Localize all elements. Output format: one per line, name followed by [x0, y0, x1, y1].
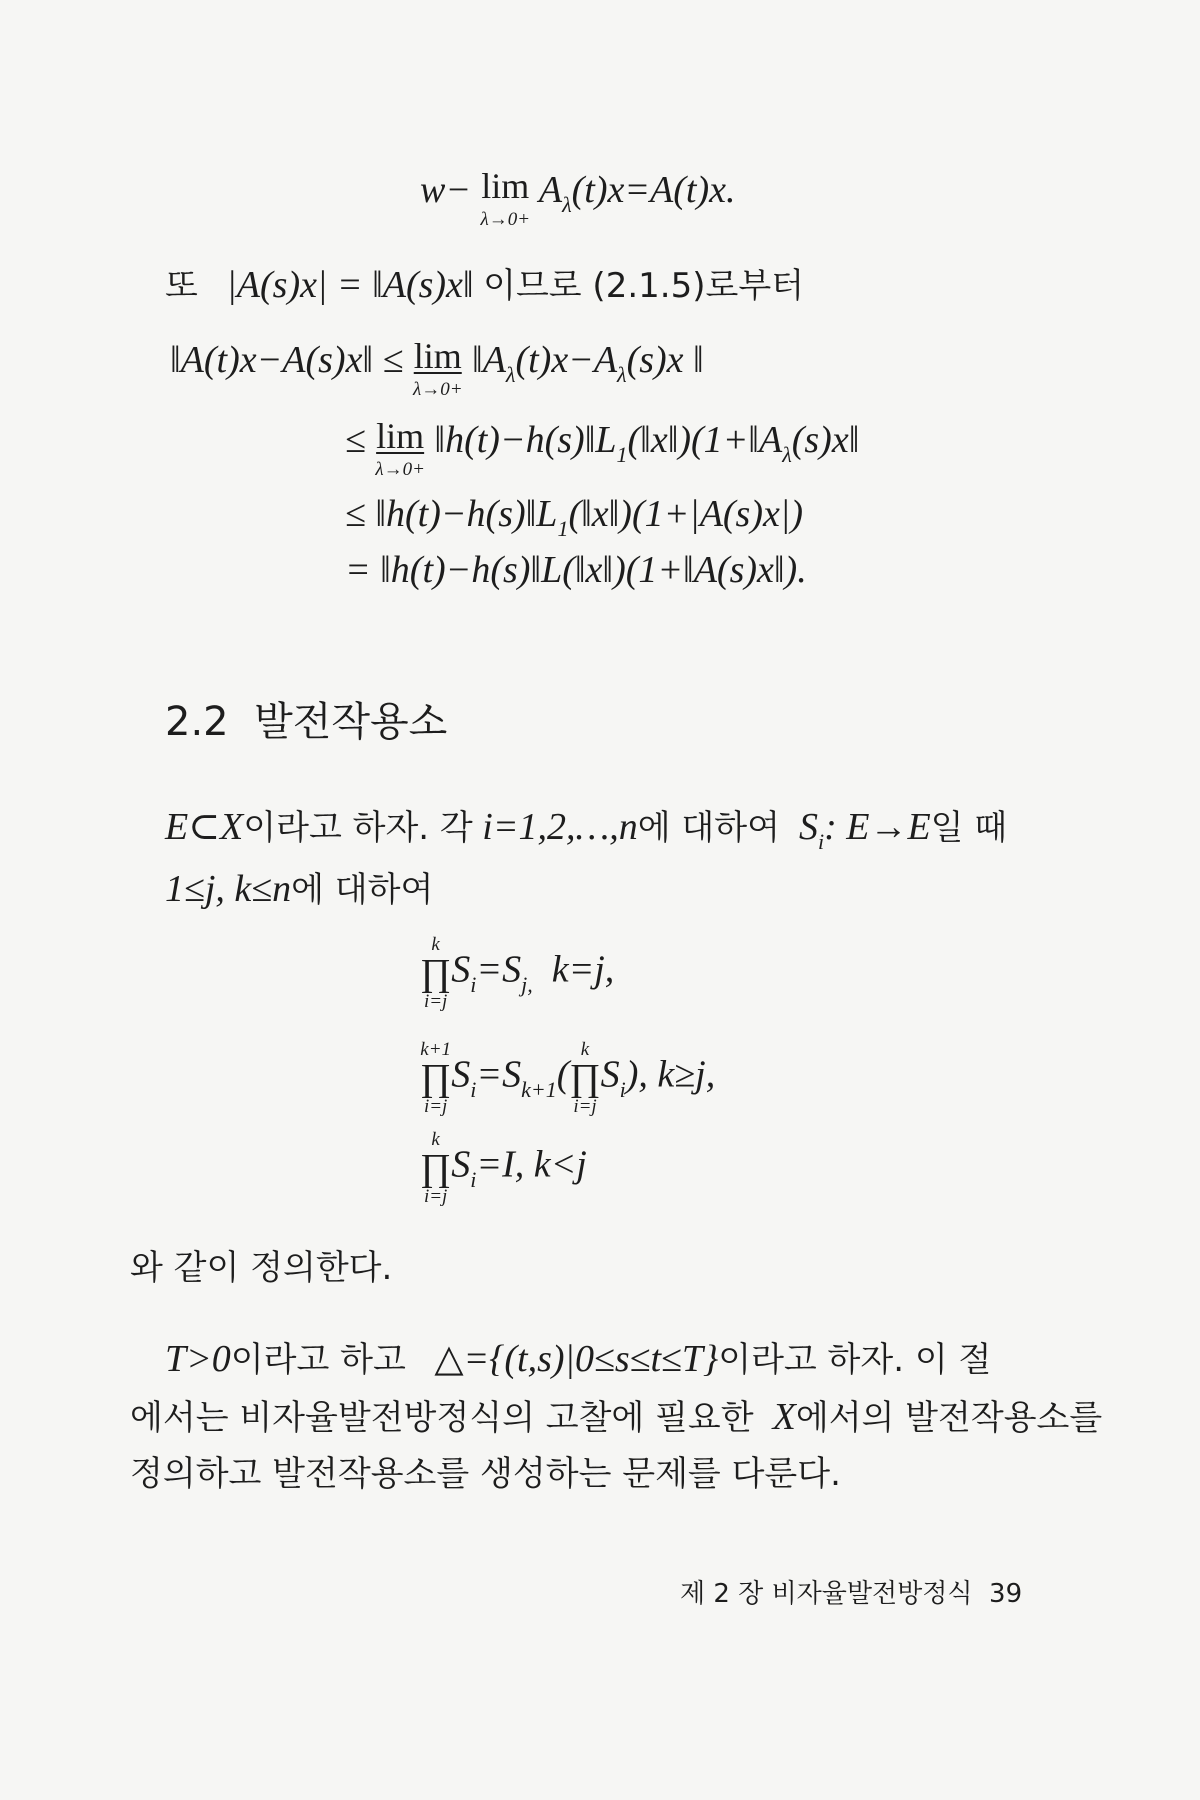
ineq3-b: (‖x‖)(1+|A(s)x|)	[568, 493, 803, 535]
line-define: 와 같이 정의한다.	[130, 1248, 393, 1288]
eq-body-sub: λ	[562, 192, 572, 217]
line-also	[165, 258, 804, 307]
sub: j,	[521, 971, 533, 997]
ineq2-pre: ≤	[345, 419, 366, 461]
map-domain: : E→E	[824, 806, 931, 848]
sub: 1	[616, 442, 628, 467]
rest: ), k≥j,	[625, 1053, 716, 1096]
rest: =I, k<j	[476, 1143, 587, 1186]
line-also-tail: 이므로 (2.1.5)로부터	[483, 266, 805, 306]
paren: (	[556, 1053, 570, 1096]
limit-operator	[413, 338, 463, 399]
eq: =S	[476, 1053, 522, 1096]
t-positive: T>0	[165, 1338, 231, 1380]
para2-line1	[165, 1332, 991, 1381]
product-operator	[569, 1040, 600, 1116]
sub: 1	[557, 516, 569, 541]
prod-inf: i=j	[573, 1096, 597, 1117]
s: S	[451, 948, 471, 991]
chapter-title: 제 2 장 비자율발전방정식	[680, 1579, 973, 1609]
s: S	[451, 1053, 471, 1096]
ineq1-right3: (s)x ‖	[626, 339, 704, 381]
index-bounds: 1≤j, k≤n	[165, 868, 292, 910]
eq-rest: (t)x=A(t)x.	[571, 169, 736, 211]
text: 이라고 하자. 이 절	[718, 1340, 992, 1380]
prod-sup: k	[431, 934, 440, 955]
sub: λ	[782, 442, 792, 467]
para1-line1	[165, 800, 1008, 854]
map-symbol: S	[798, 806, 818, 848]
sub: λ	[617, 362, 627, 387]
prod-inf: i=j	[423, 1096, 448, 1117]
s: S	[600, 1053, 620, 1096]
product-line-2	[420, 1040, 715, 1116]
product-operator	[420, 1130, 451, 1206]
equation-weak-limit	[420, 168, 735, 229]
sub: i	[817, 829, 825, 854]
eq-body: A	[538, 169, 563, 211]
ineq2-b: (‖x‖)(1+‖A	[627, 419, 783, 461]
product-line-3	[420, 1130, 587, 1206]
set-inclusion: E⊂X	[165, 806, 244, 848]
s: S	[451, 1143, 471, 1186]
pi-symbol: ∏	[420, 952, 452, 994]
para2-line3: 정의하고 발전작용소를 생성하는 문제를 다룬다.	[130, 1454, 841, 1494]
text: 이라고 하자. 각	[243, 808, 473, 848]
ineq-line-3	[345, 492, 803, 541]
ineq4: = ‖h(t)−h(s)‖L(‖x‖)(1+‖A(s)x‖).	[345, 549, 807, 591]
sub: λ	[505, 362, 516, 387]
para2-line2	[130, 1390, 1102, 1439]
ineq1-right: ‖A	[472, 339, 506, 381]
ineq2-a: ‖h(t)−h(s)‖L	[434, 419, 617, 461]
prod-sup: k+1	[420, 1039, 452, 1060]
text: 에서는 비자율발전방정식의 고찰에 필요한	[130, 1398, 754, 1438]
index-range: i=1,2,…,n	[482, 806, 638, 848]
ineq3-a: ≤ ‖h(t)−h(s)‖L	[345, 493, 558, 535]
section-heading	[165, 690, 447, 747]
norm-expr: |A(s)x| = ‖A(s)x‖	[226, 264, 474, 306]
page-footer	[680, 1573, 1022, 1610]
prod-inf: i=j	[423, 991, 448, 1012]
product-operator	[420, 1040, 451, 1116]
pi-symbol: ∏	[569, 1057, 601, 1099]
prod-inf: i=j	[423, 1186, 448, 1207]
ineq1-left: ‖A(t)x−A(s)x‖ ≤	[170, 339, 404, 381]
lim-word: lim	[376, 416, 425, 456]
rest: =S	[476, 948, 522, 991]
lim-word: lim	[481, 166, 530, 206]
word-also: 또	[165, 266, 198, 306]
text: 에 대하여	[291, 870, 434, 910]
para1-line2	[165, 862, 433, 911]
text: 에서의 발전작용소를	[795, 1398, 1103, 1438]
sub: i	[470, 971, 477, 997]
ineq2-c: (s)x‖	[791, 419, 860, 461]
section-title: 발전작용소	[254, 699, 448, 745]
limit-operator	[481, 168, 531, 229]
section-number: 2.2	[165, 699, 229, 745]
sub: k+1	[521, 1076, 557, 1102]
sub: i	[470, 1166, 477, 1192]
sub: i	[470, 1076, 477, 1102]
lim-word: lim	[413, 336, 462, 376]
prod-sup: k	[431, 1129, 440, 1150]
rest: k=j,	[551, 948, 615, 991]
product-operator	[420, 935, 451, 1011]
product-line-1	[420, 935, 614, 1011]
page-number: 39	[989, 1579, 1023, 1609]
ineq-line-4	[345, 548, 807, 592]
pi-symbol: ∏	[420, 1147, 452, 1189]
prod-sup: k	[580, 1039, 590, 1060]
eq-prefix: w−	[420, 169, 471, 211]
ineq-line-1	[170, 338, 704, 399]
lim-subscript: λ→0+	[375, 459, 425, 480]
ineq-line-2	[345, 418, 859, 479]
triangle-set: △={(t,s)|0≤s≤t≤T}	[434, 1338, 719, 1380]
text: 에 대하여	[637, 808, 780, 848]
lim-subscript: λ→0+	[480, 209, 531, 230]
text: 이라고 하고	[230, 1340, 406, 1380]
limit-operator	[375, 418, 425, 479]
pi-symbol: ∏	[420, 1057, 452, 1099]
ineq1-right2: (t)x−A	[515, 339, 618, 381]
lim-subscript: λ→0+	[412, 379, 463, 400]
space-x: X	[772, 1396, 796, 1438]
sub: i	[619, 1076, 626, 1102]
text: 일 때	[930, 808, 1008, 848]
